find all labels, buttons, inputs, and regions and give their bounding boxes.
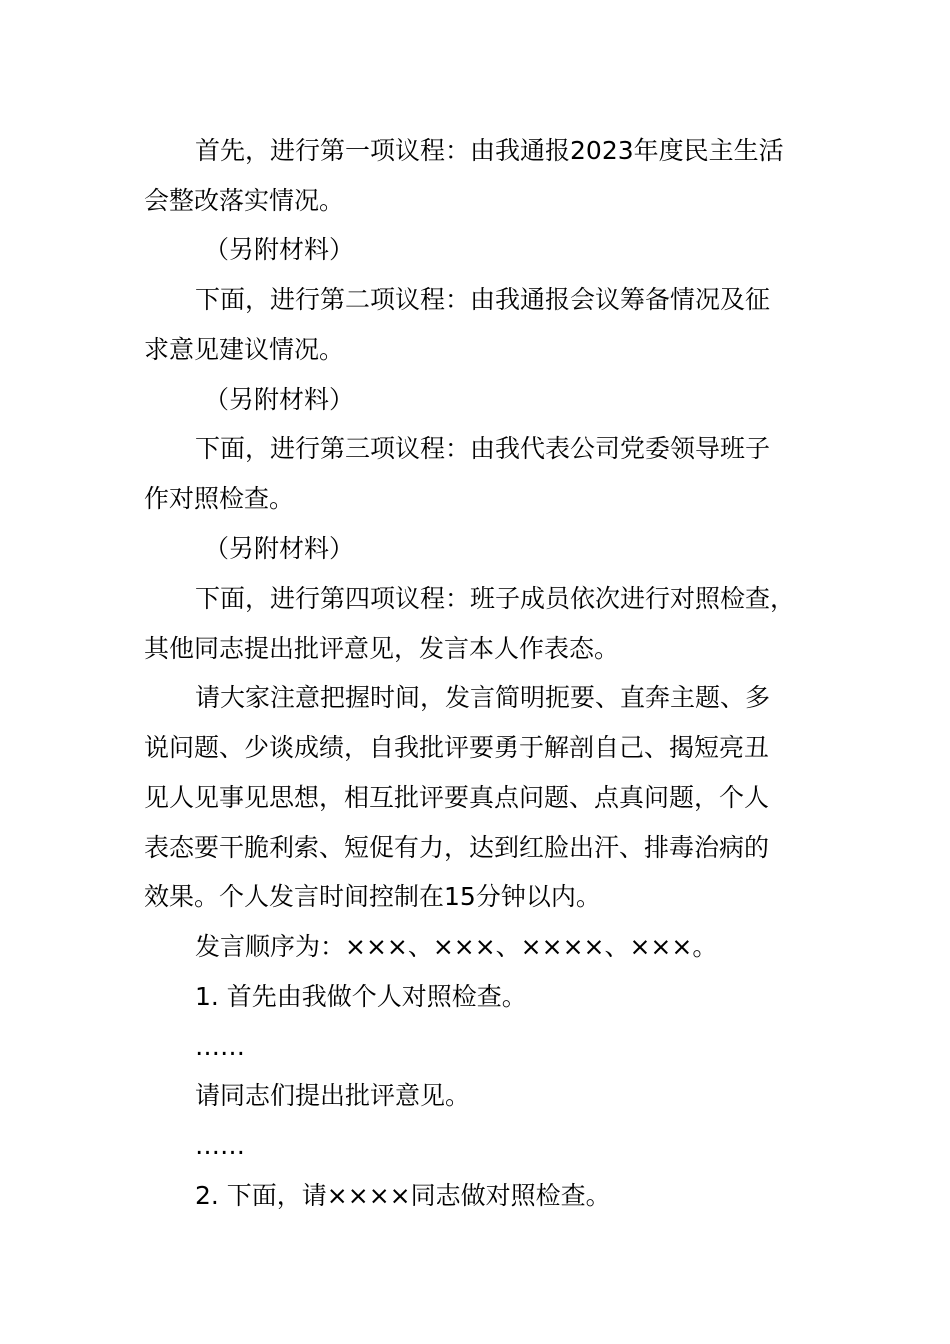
- paragraph-agenda-4-line-1: 下面，进行第四项议程：班子成员依次进行对照检查，: [195, 584, 796, 613]
- paragraph-agenda-1-line-2: 会整改落实情况。: [144, 186, 345, 215]
- paragraph-reminder-line-2: 说问题、少谈成绩，自我批评要勇于解剖自己、揭短亮丑: [144, 733, 770, 762]
- criticism-prompt: 请同志们提出批评意见。: [195, 1081, 471, 1110]
- speaking-order: 发言顺序为：×××、×××、××××、×××。: [195, 932, 718, 961]
- attachment-note: （另附材料）: [204, 235, 355, 264]
- paragraph-agenda-3-line-2: 作对照检查。: [144, 484, 295, 513]
- paragraph-agenda-4-line-2: 其他同志提出批评意见，发言本人作表态。: [144, 634, 620, 663]
- list-item-1: 1. 首先由我做个人对照检查。: [195, 982, 527, 1011]
- paragraph-agenda-2-line-1: 下面，进行第二项议程：由我通报会议筹备情况及征: [195, 285, 771, 314]
- paragraph-reminder-line-3: 见人见事见思想，相互批评要真点问题、点真问题，个人: [144, 783, 770, 812]
- attachment-note: （另附材料）: [204, 534, 355, 563]
- paragraph-agenda-2-line-2: 求意见建议情况。: [144, 335, 345, 364]
- ellipsis: ……: [195, 1131, 245, 1160]
- paragraph-reminder-line-1: 请大家注意把握时间，发言简明扼要、直奔主题、多: [195, 683, 771, 712]
- paragraph-reminder-line-5: 效果。个人发言时间控制在15分钟以内。: [144, 882, 601, 911]
- list-item-2: 2. 下面，请××××同志做对照检查。: [195, 1181, 611, 1210]
- paragraph-agenda-3-line-1: 下面，进行第三项议程：由我代表公司党委领导班子: [195, 434, 771, 463]
- paragraph-reminder-line-4: 表态要干脆利索、短促有力，达到红脸出汗、排毒治病的: [144, 833, 770, 862]
- ellipsis: ……: [195, 1032, 245, 1061]
- attachment-note: （另附材料）: [204, 385, 355, 414]
- paragraph-agenda-1-line-1: 首先，进行第一项议程：由我通报2023年度民主生活: [195, 136, 784, 165]
